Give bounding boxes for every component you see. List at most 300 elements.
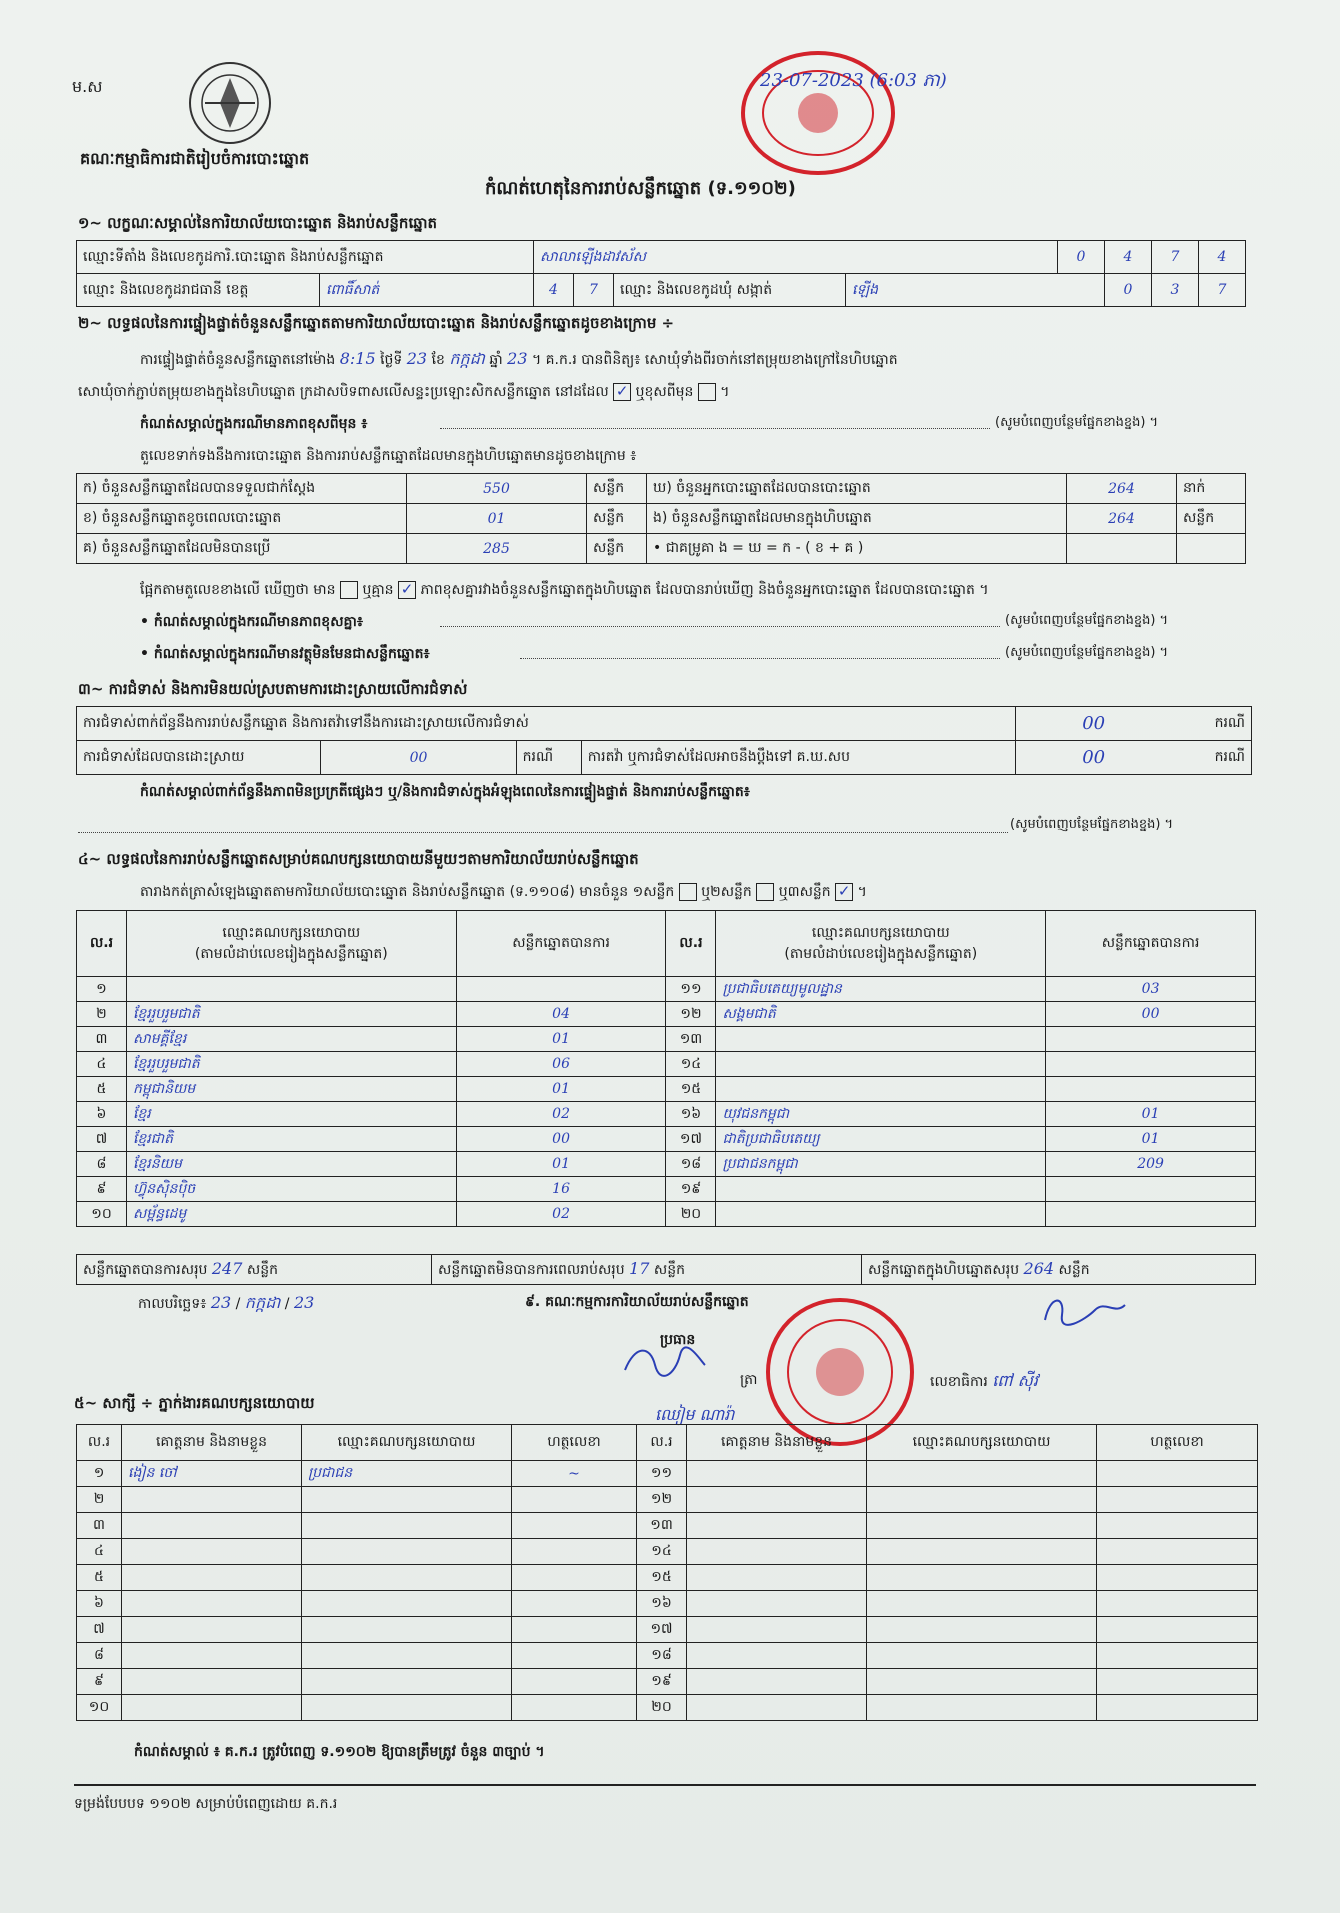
district-label: ឈ្មោះ និងលេខកូដឃុំ សង្កាត់ bbox=[614, 274, 846, 307]
count-unit: សន្លឹក bbox=[1177, 504, 1246, 534]
s3-note-field[interactable] bbox=[78, 832, 1008, 833]
witness-name bbox=[122, 1617, 302, 1643]
count-row bbox=[77, 474, 1246, 504]
party-no: ១៦ bbox=[666, 1102, 716, 1127]
party-votes: 00 bbox=[456, 1127, 666, 1152]
objection-row2-value: 00 bbox=[321, 741, 516, 775]
party-no: ១៤ bbox=[666, 1052, 716, 1077]
fill-more-4: (សូមបំពេញបន្ថែមផ្នែកខាងខ្នង) ។ bbox=[1010, 817, 1174, 832]
party-no: ៨ bbox=[77, 1152, 127, 1177]
compare-rest: ភាពខុសគ្នារវាងចំនួនសន្លឹកឆ្នោតក្នុងហិបឆ្នោត ដែលបានរាប់ឃើញ និងចំនួនអ្នកបោះឆ្នោត ដែលបានបោះឆ្នោត ។ bbox=[420, 582, 989, 598]
witness-sign bbox=[512, 1487, 637, 1513]
party-name: យុវជនកម្ពុជា bbox=[716, 1102, 1046, 1127]
result-row bbox=[77, 1052, 1256, 1077]
party-no: ៥ bbox=[77, 1077, 127, 1102]
chair-name: ឈៀម ណារ៉ា bbox=[655, 1405, 735, 1424]
has-diff-checkbox[interactable] bbox=[340, 581, 358, 599]
no-diff-checkbox[interactable]: ✓ bbox=[398, 581, 416, 599]
party-votes: 04 bbox=[456, 1002, 666, 1027]
witness-sign bbox=[1097, 1539, 1258, 1565]
result-row bbox=[77, 1152, 1256, 1177]
count-left-value: 550 bbox=[407, 474, 587, 504]
count-unit: នាក់ bbox=[1177, 474, 1246, 504]
party-name bbox=[716, 1027, 1046, 1052]
note2-label: • កំណត់សម្គាល់ក្នុងករណីមានភាពខុសគ្នា៖ bbox=[140, 614, 364, 630]
col-votes: សន្លឹកឆ្នោតបានការ bbox=[1046, 911, 1256, 977]
party-name: ប្រជាជនកម្ពុជា bbox=[716, 1152, 1046, 1177]
witness-no: ៣ bbox=[77, 1513, 122, 1539]
objection-row1-value: 00 bbox=[1082, 713, 1106, 734]
party-name bbox=[716, 1052, 1046, 1077]
note1-field[interactable] bbox=[440, 428, 990, 429]
party-no: ១ bbox=[77, 977, 127, 1002]
witness-party bbox=[302, 1591, 512, 1617]
party-name bbox=[716, 1077, 1046, 1102]
witness-no: ១៨ bbox=[637, 1643, 687, 1669]
three-sheet-label: ឬ៣សន្លឹក bbox=[778, 884, 831, 900]
seal-text: សោឃុំចាក់ភ្ជាប់តម្រុយខាងក្នុងនៃហិបឆ្នោត ក្រដាសបិទពាសលើសន្ទះប្រឡោះសិកសន្លឹកឆ្នោត នៅដដែល bbox=[78, 384, 609, 400]
witness-row bbox=[77, 1591, 1258, 1617]
form-title: កំណត់ហេតុនៃការរាប់សន្លឹកឆ្នោត (ទ.១១០២) bbox=[485, 178, 796, 199]
party-name: ខ្មែររួបរួមជាតិ bbox=[126, 1052, 456, 1077]
witness-sign bbox=[512, 1565, 637, 1591]
total-box-cell bbox=[862, 1255, 1256, 1285]
witness-no: ៥ bbox=[77, 1565, 122, 1591]
objection-unit: ករណី bbox=[1214, 749, 1245, 765]
witness-no: ១០ bbox=[77, 1695, 122, 1721]
count-right-value bbox=[1067, 534, 1177, 564]
witness-sign bbox=[512, 1643, 637, 1669]
witness-sign bbox=[1097, 1461, 1258, 1487]
date-month: កក្កដា bbox=[244, 1293, 281, 1312]
objection-table bbox=[76, 706, 1252, 775]
commission-name: គណៈកម្មាធិការជាតិរៀបចំការបោះឆ្នោត bbox=[80, 149, 310, 168]
witness-col-party: ឈ្មោះគណបក្សនយោបាយ bbox=[867, 1425, 1097, 1461]
station-code-digit: 0 bbox=[1058, 241, 1105, 274]
result-row bbox=[77, 1002, 1256, 1027]
count-unit: សន្លឹក bbox=[587, 534, 647, 564]
party-no: ២០ bbox=[666, 1202, 716, 1227]
party-votes: 16 bbox=[456, 1177, 666, 1202]
witness-party bbox=[302, 1565, 512, 1591]
fill-more-3: (សូមបំពេញបន្ថែមផ្នែកខាងខ្នង) ។ bbox=[1005, 645, 1169, 660]
witness-row bbox=[77, 1487, 1258, 1513]
total-valid-cell bbox=[77, 1255, 432, 1285]
witness-row bbox=[77, 1695, 1258, 1721]
objection-row2b-value: 00 bbox=[1082, 747, 1106, 768]
witness-col-no: ល.រ bbox=[637, 1425, 687, 1461]
party-votes: 01 bbox=[456, 1152, 666, 1177]
party-name: ជាតិប្រជាធិបតេយ្យ bbox=[716, 1127, 1046, 1152]
verify-rest: ។ គ.ក.រ បានពិនិត្យ៖ សោឃុំទាំងពីរចាក់នៅតម្រុយខាងក្រៅនៃហិបឆ្នោត bbox=[531, 352, 898, 368]
witness-party bbox=[867, 1539, 1097, 1565]
witness-no: ៧ bbox=[77, 1617, 122, 1643]
date-year: 23 bbox=[293, 1293, 315, 1312]
witness-no: ៦ bbox=[77, 1591, 122, 1617]
witness-party bbox=[302, 1513, 512, 1539]
count-row bbox=[77, 504, 1246, 534]
count-left-label: ក) ចំនួនសន្លឹកឆ្នោតដែលបានទទួលជាក់ស្តែង bbox=[77, 474, 407, 504]
verify-year: 23 bbox=[507, 349, 528, 368]
table-intro: តួលេខទាក់ទងនឹងការបោះឆ្នោត និងការរាប់សន្លឹកឆ្នោតដែលមានក្នុងហិបឆ្នោតមានដូចខាងក្រោម ៖ bbox=[140, 448, 637, 464]
result-row bbox=[77, 1202, 1256, 1227]
witness-no: ២០ bbox=[637, 1695, 687, 1721]
party-votes: 06 bbox=[456, 1052, 666, 1077]
witness-sign bbox=[512, 1669, 637, 1695]
witness-sign bbox=[512, 1695, 637, 1721]
secretary-signature-icon bbox=[1040, 1290, 1130, 1330]
objection-row2-label: ការជំទាស់ដែលបានដោះស្រាយ bbox=[77, 741, 321, 775]
chair-signature-icon bbox=[620, 1340, 710, 1380]
party-name: ខ្មែរនិយម bbox=[126, 1152, 456, 1177]
witness-no: ១៩ bbox=[637, 1669, 687, 1695]
province-code-digit: 7 bbox=[574, 274, 614, 307]
party-votes: 01 bbox=[1046, 1102, 1256, 1127]
party-name: កម្ពុជានិយម bbox=[126, 1077, 456, 1102]
party-votes: 01 bbox=[456, 1077, 666, 1102]
witness-sign bbox=[512, 1617, 637, 1643]
compare-none-label: ឬគ្មាន bbox=[362, 582, 394, 598]
witness-name bbox=[687, 1461, 867, 1487]
count-right-label: • ជាគម្រូគា ង = ឃ = ក - ( ខ + គ ) bbox=[647, 534, 1067, 564]
station-code-digit: 4 bbox=[1105, 241, 1152, 274]
witness-party bbox=[867, 1617, 1097, 1643]
party-no: ៦ bbox=[77, 1102, 127, 1127]
party-votes: 02 bbox=[456, 1102, 666, 1127]
witness-sign bbox=[512, 1539, 637, 1565]
note3-label: • កំណត់សម្គាល់ក្នុងករណីមានវត្ថុមិនមែនជាសន្លឹកឆ្នោត៖ bbox=[140, 646, 430, 662]
total-invalid-cell bbox=[432, 1255, 862, 1285]
witness-no: ១៥ bbox=[637, 1565, 687, 1591]
objection-row1-cell bbox=[1016, 707, 1252, 741]
party-no: ១៣ bbox=[666, 1027, 716, 1052]
witness-no: ៩ bbox=[77, 1669, 122, 1695]
party-votes bbox=[1046, 1052, 1256, 1077]
party-votes bbox=[1046, 1177, 1256, 1202]
district-code-digit: 3 bbox=[1152, 274, 1199, 307]
witness-party bbox=[867, 1695, 1097, 1721]
total-unit: សន្លឹក bbox=[246, 1261, 278, 1278]
witness-party bbox=[867, 1461, 1097, 1487]
party-name: ប្រជាធិបតេយ្យមូលដ្ឋាន bbox=[716, 977, 1046, 1002]
secretary-name: ពៅ ស៊ីវ bbox=[992, 1371, 1038, 1390]
witness-no: ១២ bbox=[637, 1487, 687, 1513]
count-right-label: ឃ) ចំនួនអ្នកបោះឆ្នោតដែលបានបោះឆ្នោត bbox=[647, 474, 1067, 504]
witness-row bbox=[77, 1617, 1258, 1643]
verify-day-label: ថ្ងៃទី bbox=[380, 352, 403, 368]
witness-name bbox=[687, 1617, 867, 1643]
count-right-value: 264 bbox=[1067, 504, 1177, 534]
witness-name bbox=[687, 1669, 867, 1695]
province-code-digit: 4 bbox=[534, 274, 574, 307]
result-row bbox=[77, 1027, 1256, 1052]
district-code-digit: 7 bbox=[1199, 274, 1246, 307]
changed-label: ឬខុសពីមុន bbox=[635, 384, 694, 400]
witness-row bbox=[77, 1461, 1258, 1487]
witness-row bbox=[77, 1643, 1258, 1669]
fill-more-2: (សូមបំពេញបន្ថែមផ្នែកខាងខ្នង) ។ bbox=[1005, 613, 1169, 628]
total-box: 264 bbox=[1023, 1258, 1055, 1278]
witness-no: ១១ bbox=[637, 1461, 687, 1487]
province-label: ឈ្មោះ និងលេខកូដរាជធានី ខេត្ត bbox=[77, 274, 320, 307]
objection-row2b-cell bbox=[1016, 741, 1252, 775]
district-value: ឡើង bbox=[846, 274, 1105, 307]
witness-col-no: ល.រ bbox=[77, 1425, 122, 1461]
witness-party bbox=[867, 1565, 1097, 1591]
witness-party: ប្រជាជន bbox=[302, 1461, 512, 1487]
col-votes: សន្លឹកឆ្នោតបានការ bbox=[456, 911, 666, 977]
party-votes bbox=[1046, 1077, 1256, 1102]
witness-sign bbox=[512, 1513, 637, 1539]
objection-unit: ករណី bbox=[516, 741, 581, 775]
witness-sign bbox=[1097, 1695, 1258, 1721]
party-votes bbox=[1046, 1202, 1256, 1227]
party-name: ខ្មែររួបរួមជាតិ bbox=[126, 1002, 456, 1027]
province-table bbox=[76, 273, 1246, 307]
two-sheet-checkbox[interactable] bbox=[756, 883, 774, 901]
witness-no: ១ bbox=[77, 1461, 122, 1487]
witness-party bbox=[302, 1643, 512, 1669]
count-left-value: 01 bbox=[407, 504, 587, 534]
witness-party bbox=[302, 1695, 512, 1721]
verify-year-label: ឆ្នាំ bbox=[489, 352, 503, 368]
party-no: ៩ bbox=[77, 1177, 127, 1202]
verify-time-label: ការផ្ទៀងផ្ទាត់ចំនួនសន្លឹកឆ្នោតនៅម៉ោង bbox=[140, 352, 336, 368]
witness-sign bbox=[1097, 1669, 1258, 1695]
party-name bbox=[126, 977, 456, 1002]
witness-sign bbox=[1097, 1643, 1258, 1669]
witness-name bbox=[122, 1565, 302, 1591]
witness-sign: ~ bbox=[512, 1461, 637, 1487]
party-no: ៣ bbox=[77, 1027, 127, 1052]
unchanged-checkbox[interactable]: ✓ bbox=[613, 383, 631, 401]
verify-line bbox=[140, 348, 898, 372]
objection-row1-label: ការជំទាស់ពាក់ព័ន្ធនឹងការរាប់សន្លឹកឆ្នោត និងការតវ៉ាទៅនឹងការដោះស្រាយលើការជំទាស់ bbox=[77, 707, 1016, 741]
party-no: ៧ bbox=[77, 1127, 127, 1152]
witness-name bbox=[687, 1487, 867, 1513]
party-name bbox=[716, 1202, 1046, 1227]
party-no: ១១ bbox=[666, 977, 716, 1002]
witness-row bbox=[77, 1539, 1258, 1565]
witness-sign bbox=[512, 1591, 637, 1617]
witness-name bbox=[122, 1539, 302, 1565]
witness-name bbox=[122, 1669, 302, 1695]
witness-row bbox=[77, 1513, 1258, 1539]
province-value: ពោធិ៍សាត់ bbox=[320, 274, 534, 307]
witness-name bbox=[687, 1643, 867, 1669]
count-left-label: គ) ចំនួនសន្លឹកឆ្នោតដែលមិនបានប្រើ bbox=[77, 534, 407, 564]
witness-party bbox=[867, 1513, 1097, 1539]
party-name bbox=[716, 1177, 1046, 1202]
col-party-sub: (តាមលំដាប់លេខរៀងក្នុងសន្លឹកឆ្នោត) bbox=[194, 945, 388, 962]
witness-no: ៤ bbox=[77, 1539, 122, 1565]
result-row bbox=[77, 977, 1256, 1002]
secretary-line bbox=[930, 1370, 1038, 1394]
s3-note-label: កំណត់សម្គាល់ពាក់ព័ន្ធនឹងភាពមិនប្រក្រតីផ្សេងៗ ឬ/និងការជំទាស់ក្នុងអំឡុងពេលនៃការផ្ទៀងផ្ទាត់ និងការរាប់សន្លឹកឆ្នោត៖ bbox=[140, 784, 750, 800]
verify-month-label: ខែ bbox=[431, 352, 445, 368]
party-votes bbox=[456, 977, 666, 1002]
count-left-value: 285 bbox=[407, 534, 587, 564]
col-no: ល.រ bbox=[666, 911, 716, 977]
witness-party bbox=[867, 1643, 1097, 1669]
col-party-title: ឈ្មោះគណបក្សនយោបាយ bbox=[222, 924, 361, 941]
station-code-digit: 4 bbox=[1199, 241, 1246, 274]
total-unit: សន្លឹក bbox=[653, 1261, 685, 1278]
witness-row bbox=[77, 1565, 1258, 1591]
result-row bbox=[77, 1177, 1256, 1202]
result-row bbox=[77, 1127, 1256, 1152]
party-no: ១០ bbox=[77, 1202, 127, 1227]
party-no: ១៥ bbox=[666, 1077, 716, 1102]
witness-party bbox=[867, 1591, 1097, 1617]
count-unit: សន្លឹក bbox=[587, 504, 647, 534]
witness-sign bbox=[1097, 1513, 1258, 1539]
col-party-sub: (តាមលំដាប់លេខរៀងក្នុងសន្លឹកឆ្នោត) bbox=[784, 945, 978, 962]
witness-name bbox=[687, 1565, 867, 1591]
total-box-label: សន្លឹកឆ្នោតក្នុងហិបឆ្នោតសរុប bbox=[868, 1261, 1020, 1278]
witness-col-name: គោត្តនាម និងនាមខ្លួន bbox=[122, 1425, 302, 1461]
total-unit: សន្លឹក bbox=[1058, 1261, 1090, 1278]
witness-name bbox=[687, 1513, 867, 1539]
party-name: សាមគ្គីខ្មែរ bbox=[126, 1027, 456, 1052]
result-row bbox=[77, 1102, 1256, 1127]
compare-line bbox=[140, 580, 989, 601]
note2-field[interactable] bbox=[440, 626, 1000, 627]
date-label: កាលបរិច្ឆេទ៖ bbox=[138, 1296, 207, 1312]
stamp-datetime: 23-07-2023 (6:03 ភា) bbox=[760, 70, 947, 91]
witness-name bbox=[687, 1591, 867, 1617]
totals-table bbox=[76, 1254, 1256, 1285]
witness-no: ១៧ bbox=[637, 1617, 687, 1643]
count-table bbox=[76, 473, 1246, 564]
total-invalid: 17 bbox=[629, 1258, 650, 1278]
fill-more-1: (សូមបំពេញបន្ថែមផ្នែកខាងខ្នង) ។ bbox=[995, 415, 1159, 430]
section5-heading: ៥~ សាក្សី ÷ ភ្នាក់ងារគណបក្សនយោបាយ bbox=[74, 1394, 315, 1412]
note3-field[interactable] bbox=[520, 658, 1000, 659]
three-sheet-checkbox[interactable]: ✓ bbox=[835, 883, 853, 901]
witness-no: ២ bbox=[77, 1487, 122, 1513]
col-party bbox=[716, 911, 1046, 977]
party-no: ១២ bbox=[666, 1002, 716, 1027]
party-votes: 01 bbox=[1046, 1127, 1256, 1152]
changed-checkbox[interactable] bbox=[698, 383, 716, 401]
witness-sign bbox=[1097, 1565, 1258, 1591]
col-party bbox=[126, 911, 456, 977]
witness-name bbox=[122, 1591, 302, 1617]
objection-row2b-label: ការតវ៉ា ឬការជំទាស់ដែលអាចនឹងប្តឹងទៅ គ.ឃ.សប bbox=[581, 741, 1015, 775]
witness-party bbox=[867, 1487, 1097, 1513]
total-valid-label: សន្លឹកឆ្នោតបានការសរុប bbox=[83, 1261, 208, 1278]
witness-col-sign: ហត្ថលេខា bbox=[512, 1425, 637, 1461]
secretary-label: លេខាធិការ bbox=[930, 1374, 988, 1390]
witness-party bbox=[302, 1617, 512, 1643]
sheet-count-line: តារាងកត់ត្រាសំឡេងឆ្នោតតាមការិយាល័យបោះឆ្នោត និងរាប់សន្លឹកឆ្នោត (ទ.១១០៨) មានចំនួន ១សន្លឹក ឬ២សន្លឹក ឬ៣សន្លឹក ✓ ។ bbox=[140, 882, 867, 900]
station-value: សាលាឡើងដាវស័ស bbox=[534, 241, 1058, 274]
witness-col-sign: ហត្ថលេខា bbox=[1097, 1425, 1258, 1461]
station-label: ឈ្មោះទីតាំង និងលេខកូដការិ.បោះឆ្នោត និងរាប់សន្លឹកឆ្នោត bbox=[77, 241, 534, 274]
section4-heading: ៤~ លទ្ធផលនៃការរាប់សន្លឹកឆ្នោតសម្រាប់គណបក្សនយោបាយនីមួយៗតាមការិយាល័យរាប់សន្លឹកឆ្នោត bbox=[78, 850, 639, 868]
party-votes: 03 bbox=[1046, 977, 1256, 1002]
witness-no: ៨ bbox=[77, 1643, 122, 1669]
count-unit: សន្លឹក bbox=[587, 474, 647, 504]
total-invalid-label: សន្លឹកឆ្នោតមិនបានការពេលរាប់សរុប bbox=[438, 1261, 625, 1278]
witness-no: ១៦ bbox=[637, 1591, 687, 1617]
col-no: ល.រ bbox=[77, 911, 127, 977]
date-line: កាលបរិច្ឆេទ៖ 23 / កក្កដា / 23 bbox=[138, 1293, 315, 1312]
count-unit bbox=[1177, 534, 1246, 564]
date-day: 23 bbox=[210, 1293, 232, 1312]
verify-time: 8:15 bbox=[339, 349, 376, 368]
party-no: ១៩ bbox=[666, 1177, 716, 1202]
witness-party bbox=[302, 1669, 512, 1695]
witness-col-name: គោត្តនាម និងនាមខ្លួន bbox=[687, 1425, 867, 1461]
party-votes bbox=[1046, 1027, 1256, 1052]
witness-sign bbox=[1097, 1617, 1258, 1643]
section2-heading: ២~ លទ្ធផលនៃការផ្ទៀងផ្ទាត់ចំនួនសន្លឹកឆ្នោតតាមការិយាល័យបោះឆ្នោត និងរាប់សន្លឹកឆ្នោតដូចខាងក្រោម ÷ bbox=[78, 314, 675, 332]
party-votes: 01 bbox=[456, 1027, 666, 1052]
chair-label: ប្រធាន bbox=[660, 1332, 696, 1348]
count-right-value: 264 bbox=[1067, 474, 1177, 504]
witness-sign bbox=[1097, 1591, 1258, 1617]
station-code-digit: 7 bbox=[1152, 241, 1199, 274]
count-left-label: ខ) ចំនួនសន្លឹកឆ្នោតខូចពេលបោះឆ្នោត bbox=[77, 504, 407, 534]
witness-row bbox=[77, 1669, 1258, 1695]
stamp-label: ត្រា bbox=[740, 1372, 758, 1388]
count-row bbox=[77, 534, 1246, 564]
results-table bbox=[76, 910, 1256, 1227]
station-table bbox=[76, 240, 1246, 274]
party-votes: 00 bbox=[1046, 1002, 1256, 1027]
section1-heading: ១~ លក្ខណៈសម្គាល់នៃការិយាល័យបោះឆ្នោត និងរាប់សន្លឹកឆ្នោត bbox=[78, 214, 438, 232]
nec-emblem-icon bbox=[185, 58, 275, 148]
witness-name bbox=[122, 1513, 302, 1539]
witness-name bbox=[687, 1695, 867, 1721]
col-party-title: ឈ្មោះគណបក្សនយោបាយ bbox=[811, 924, 950, 941]
witness-party bbox=[302, 1487, 512, 1513]
form-code: ទម្រង់បែបបទ ១១០២ សម្រាប់បំពេញដោយ គ.ក.រ bbox=[74, 1796, 338, 1812]
party-no: ១៧ bbox=[666, 1127, 716, 1152]
party-votes: 209 bbox=[1046, 1152, 1256, 1177]
witness-col-party: ឈ្មោះគណបក្សនយោបាយ bbox=[302, 1425, 512, 1461]
total-valid: 247 bbox=[211, 1258, 243, 1278]
party-name: សម្ព័ន្ធដេមូ bbox=[126, 1202, 456, 1227]
witness-party bbox=[867, 1669, 1097, 1695]
seal-line: សោឃុំចាក់ភ្ជាប់តម្រុយខាងក្នុងនៃហិបឆ្នោត ក្រដាសបិទពាសលើសន្ទះប្រឡោះសិកសន្លឹកឆ្នោត នៅដដែល ✓ ឬខុសពីមុន ។ bbox=[78, 382, 730, 400]
witness-table bbox=[76, 1424, 1258, 1721]
objection-unit: ករណី bbox=[1214, 715, 1245, 731]
section3-heading: ៣~ ការជំទាស់ និងការមិនយល់ស្របតាមការដោះស្រាយលើការជំទាស់ bbox=[78, 680, 468, 698]
verify-month: កក្កដា bbox=[449, 349, 485, 368]
party-no: ១៨ bbox=[666, 1152, 716, 1177]
party-name: ខ្មែរជាតិ bbox=[126, 1127, 456, 1152]
result-row bbox=[77, 1077, 1256, 1102]
witness-name bbox=[122, 1643, 302, 1669]
officer-label: ៩. គណៈកម្មការការិយាល័យរាប់សន្លឹកឆ្នោត bbox=[525, 1294, 749, 1310]
sheet-count-intro: តារាងកត់ត្រាសំឡេងឆ្នោតតាមការិយាល័យបោះឆ្នោត និងរាប់សន្លឹកឆ្នោត (ទ.១១០៨) មានចំនួន ១សន្លឹក bbox=[140, 884, 675, 900]
footer-divider bbox=[74, 1784, 1256, 1786]
witness-name bbox=[687, 1539, 867, 1565]
footnote: កំណត់សម្គាល់ ៖ គ.ក.រ ត្រូវបំពេញ ទ.១១០២ ឱ្យបានត្រឹមត្រូវ ចំនួន ៣ច្បាប់ ។ bbox=[134, 1744, 545, 1760]
witness-no: ១៤ bbox=[637, 1539, 687, 1565]
one-sheet-checkbox[interactable] bbox=[679, 883, 697, 901]
witness-name bbox=[122, 1487, 302, 1513]
witness-party bbox=[302, 1539, 512, 1565]
witness-no: ១៣ bbox=[637, 1513, 687, 1539]
count-right-label: ង) ចំនួនសន្លឹកឆ្នោតដែលមានក្នុងហិបឆ្នោត bbox=[647, 504, 1067, 534]
witness-sign bbox=[1097, 1487, 1258, 1513]
district-code-digit: 0 bbox=[1105, 274, 1152, 307]
party-name: សង្គមជាតិ bbox=[716, 1002, 1046, 1027]
